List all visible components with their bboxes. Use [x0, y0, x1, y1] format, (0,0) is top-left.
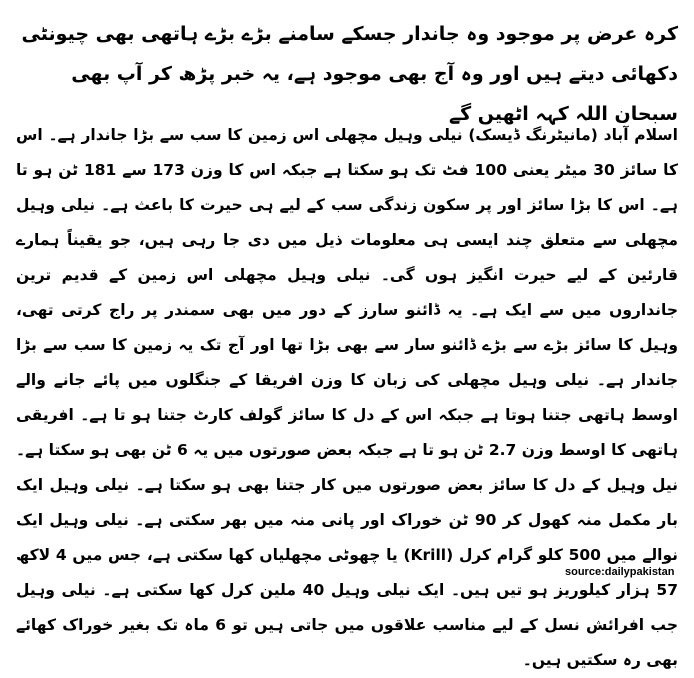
source-credit: source:dailypakistan — [565, 566, 675, 578]
article-body: اسلام آباد (مانیٹرنگ ڈیسک) نیلی وہیل مچھلی اس زمین کا سب سے بڑا جاندار ہے۔ اس کا سائز 30 میٹر یعنی 100 فٹ تک ہو سکتا ہے جبکہ اس کا وزن 173 سے 181 ٹن ہو تا ہے۔ اس کا بڑا سائز اور پر سکون زندگی سب کے لیے ہی حیرت کا باعث ہے۔ نیلی وہیل مچھلی سے متعلق چند ایسی ہی معلومات ذیل میں دی جا رہی ہیں، جو یقیناً ہمارے قارئین کے لیے حیرت انگیز ہوں گی۔ نیلی وہیل مچھلی اس زمین کے قدیم ترین جانداروں میں سے ایک ہے۔ یہ ڈائنو سارز کے دور میں بھی سمندر پر راج کرتی تھی، وہیل کا سائز بڑے سے بڑے ڈائنو سار سے بھی بڑا تھا اور آج تک یہ زمین کا سب سے بڑا جاندار ہے۔ نیلی وہیل مچھلی کی زبان کا وزن افریقا کے جنگلوں میں پائے جانے والے اوسط ہاتھی جتنا ہوتا ہے جبکہ اس کے دل کا سائز گولف کارٹ جتنا ہو تا ہے۔ افریقی ہاتھی کا اوسط وزن 2.7 ٹن ہو تا ہے جبکہ بعض صورتوں میں یہ 6 ٹن بھی ہو سکتا ہے۔ نیل وہیل کے دل کا سائز بعض صورتوں میں کار جتنا بھی ہو سکتا ہے۔ نیلی وہیل ایک بار مکمل منہ کھول کر 90 ٹن خوراک اور پانی منہ میں بھر سکتی ہے۔ نیلی وہیل ایک نوالے میں 500 کلو گرام کرل (Krill) یا چھوٹی مچھلیاں کھا سکتی ہے، جس میں 4 لاکھ 57 ہزار کیلوریز ہو تیں ہیں۔ ایک نیلی وہیل 40 ملین کرل کھا سکتی ہے۔ نیلی وہیل جب افرائش نسل کے لیے مناسب علاقوں میں جاتی ہیں تو 6 ماہ تک بغیر خوراک کھائے بھی رہ سکتیں ہیں۔ — [16, 126, 678, 669]
article-headline: کرہ عرض پر موجود وہ جاندار جسکے سامنے بڑے بڑے ہاتھی بھی چیونٹی دکھائی دیتے ہیں اور وہ آج بھی موجود ہے، یہ خبر پڑھ کر آپ بھی سبحان اللہ کہہ اٹھیں گے — [21, 23, 678, 125]
